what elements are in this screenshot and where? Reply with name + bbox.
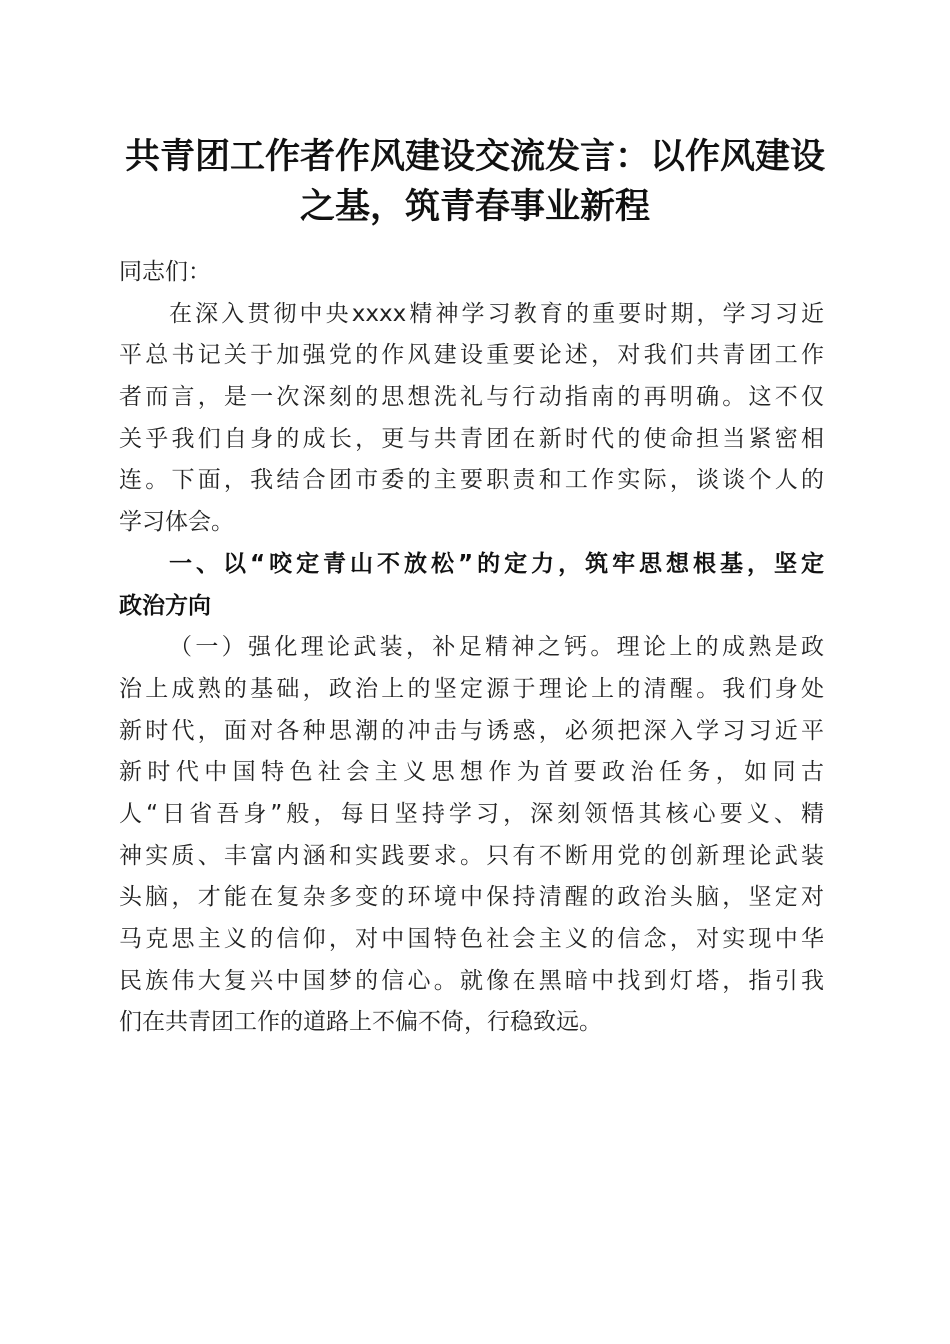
paragraph-line: （一）强化理论武装，补足精神之钙。理论上的成熟是政 [169,634,824,661]
document-body [119,252,824,1044]
section-heading-line: 政治方向 [119,592,211,619]
intro-line: 平总书记关于加强党的作风建设重要论述，对我们共青团工作 [119,342,824,369]
intro-line: 者而言，是一次深刻的思想洗礼与行动指南的再明确。这不仅 [119,384,824,411]
intro-line: 连。下面，我结合团市委的主要职责和工作实际，谈谈个人的 [119,467,824,494]
paragraph-line: 人“日省吾身”般，每日坚持学习，深刻领悟其核心要义、精 [119,800,824,827]
intro-paragraph [119,294,824,544]
paragraph-line: 新时代中国特色社会主义思想作为首要政治任务，如同古 [119,759,824,786]
title-line-1: 共青团工作者作风建设交流发言：以作风建设 [124,136,825,177]
paragraph-line: 神实质、丰富内涵和实践要求。只有不断用党的创新理论武装 [119,842,824,869]
section-heading-line: 一、以“咬定青山不放松”的定力，筑牢思想根基，坚定 [169,550,824,577]
intro-line: 在深入贯彻中央xxxx精神学习教育的重要时期，学习习近 [169,300,824,327]
paragraph-line: 治上成熟的基础，政治上的坚定源于理论上的清醒。我们身处 [119,675,824,702]
paragraph-line: 民族伟大复兴中国梦的信心。就像在黑暗中找到灯塔，指引我 [119,967,824,994]
paragraph-line: 们在共青团工作的道路上不偏不倚，行稳致远。 [119,1009,602,1036]
paragraph-line: 新时代，面对各种思潮的冲击与诱惑，必须把深入学习习近平 [119,717,824,744]
section-1-paragraph [119,627,824,1044]
intro-line: 关乎我们自身的成长，更与共青团在新时代的使命担当紧密相 [119,425,824,452]
section-1-heading [119,544,824,627]
title-line-2: 之基，筑青春事业新程 [299,186,650,227]
salutation: 同志们： [119,259,211,285]
intro-line: 学习体会。 [119,509,234,536]
document-title [110,132,840,232]
paragraph-line: 头脑，才能在复杂多变的环境中保持清醒的政治头脑，坚定对 [119,884,824,911]
paragraph-line: 马克思主义的信仰，对中国特色社会主义的信念，对实现中华 [119,926,824,952]
